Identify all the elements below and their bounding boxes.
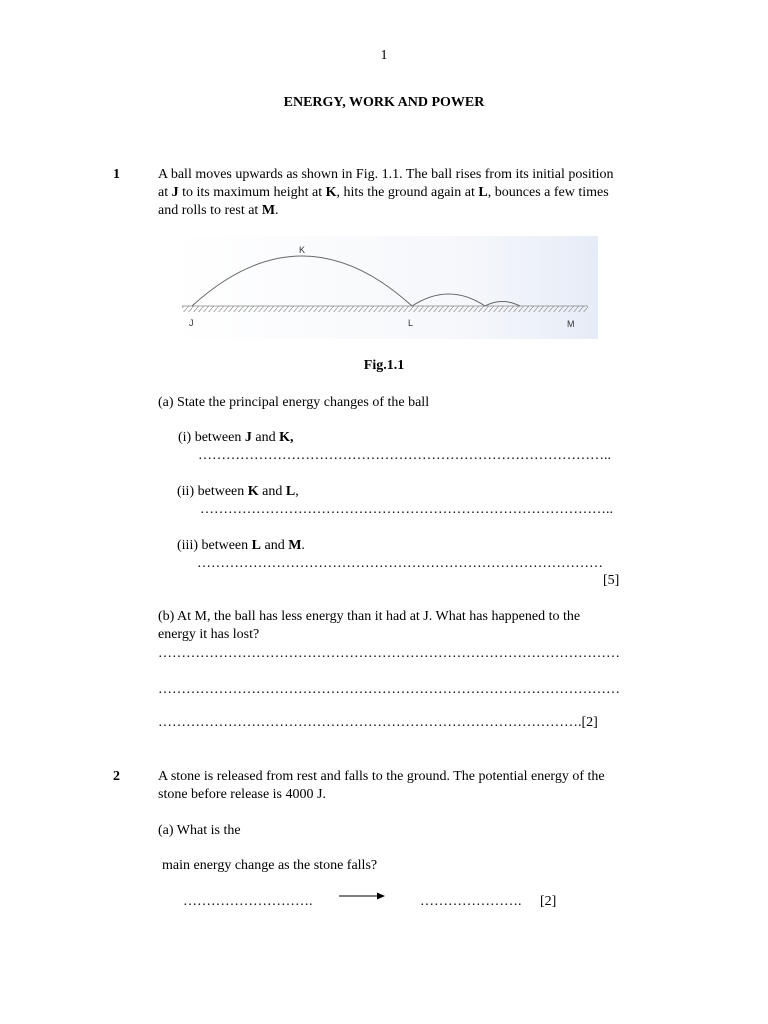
figure-label-m: M: [567, 319, 575, 329]
question-2-part-a-line-1: (a) What is the: [158, 823, 241, 838]
answer-line-energy-to[interactable]: ………………….: [420, 894, 522, 909]
answer-line-a-ii[interactable]: ……………………………………………………………………………..: [200, 502, 613, 517]
part-a-i-label: (i) between J and K,: [178, 430, 294, 445]
figure-label-j: J: [189, 318, 194, 328]
question-1-text-line-3: and rolls to rest at M.: [158, 203, 279, 218]
question-1-text-line-2: at J to its maximum height at K, hits the ground again at L, bounces a few times: [158, 185, 609, 200]
answer-line-b-2[interactable]: ………………………………………………………………………………………: [158, 682, 620, 697]
answer-line-a-iii[interactable]: ……………………………………………………………………………: [197, 556, 603, 571]
answer-line-b-3[interactable]: ……………………………………………………………………………….[2]: [158, 715, 598, 730]
page-number: 1: [380, 48, 388, 63]
part-a-iii-label: (iii) between L and M.: [177, 538, 305, 553]
part-b-text-line-1: (b) At M, the ball has less energy than it had at J. What has happened to the: [158, 609, 581, 624]
question-2-text-line-1: A stone is released from rest and falls to the ground. The potential energy of the: [158, 769, 605, 784]
answer-line-a-i[interactable]: ……………………………………………………………………………..: [198, 448, 611, 463]
question-1-text-line-1: A ball moves upwards as shown in Fig. 1.1. The ball rises from its initial position: [158, 167, 614, 182]
question-2-text-line-2: stone before release is 4000 J.: [158, 787, 326, 802]
part-b-text-line-2: energy it has lost?: [158, 627, 260, 642]
part-a-ii-label: (ii) between K and L,: [177, 484, 299, 499]
question-2-marks: [2]: [540, 894, 557, 909]
question-2-part-a-line-2: main energy change as the stone falls?: [162, 858, 378, 873]
figure-ball-trajectory: [172, 236, 598, 339]
question-1-number: 1: [113, 167, 120, 182]
question-2-number: 2: [113, 769, 120, 784]
page-title: ENERGY, WORK AND POWER: [283, 95, 485, 110]
part-a-prompt: (a) State the principal energy changes of the ball: [158, 395, 430, 410]
figure-caption: Fig.1.1: [363, 358, 405, 373]
ground-hatching: [182, 306, 588, 312]
figure-background: [172, 236, 598, 339]
arrow-right-icon: [339, 889, 385, 903]
answer-line-energy-from[interactable]: ……………………….: [183, 894, 313, 909]
answer-line-b-1[interactable]: ………………………………………………………………………………………: [158, 646, 620, 661]
part-a-marks: [5]: [603, 573, 620, 588]
figure-label-k: K: [299, 245, 306, 255]
figure-label-l: L: [408, 318, 414, 328]
